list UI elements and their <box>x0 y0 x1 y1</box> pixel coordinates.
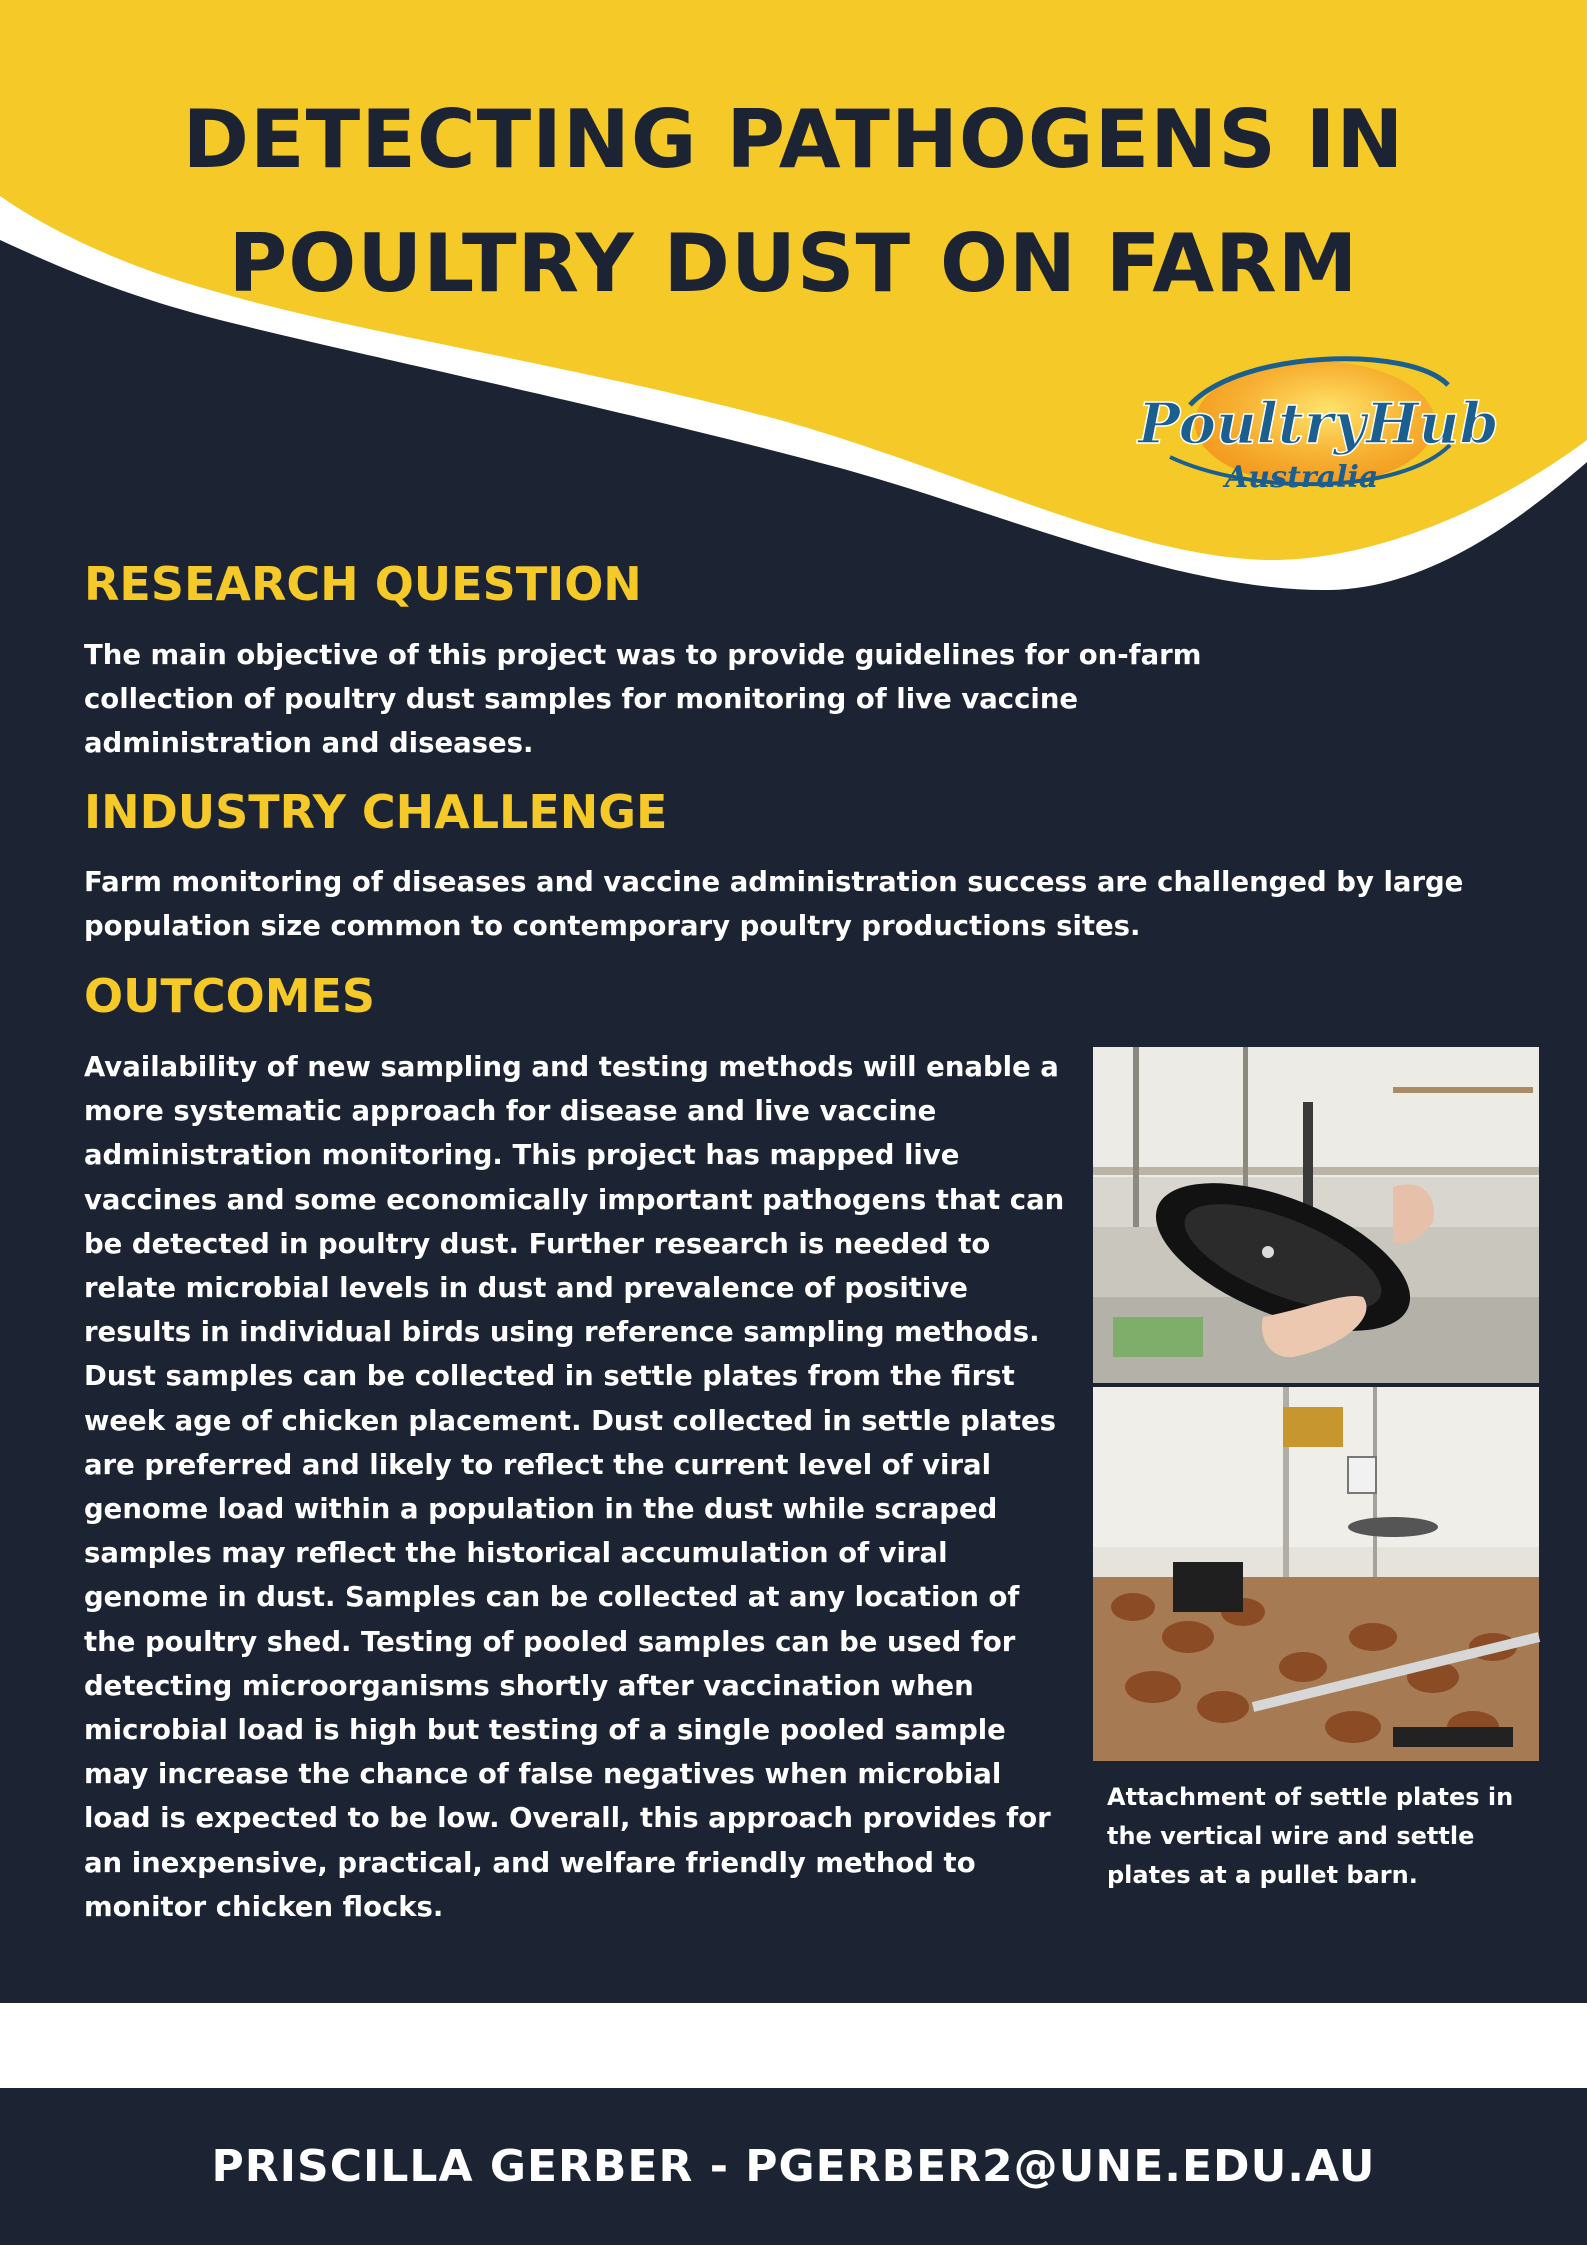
footer <box>0 2088 1587 2245</box>
logo-word-2: Hub <box>1365 391 1499 457</box>
logo-subtitle: Australia <box>1225 460 1379 495</box>
poultryhub-logo <box>1130 345 1499 505</box>
research-question-text: The main objective of this project was to provide guidelines for on-farm collection of poultry dust samples for monitoring of live vaccine administration and diseases. <box>84 639 1202 759</box>
research-question-heading: RESEARCH QUESTION <box>84 557 642 611</box>
title-line-1: DETECTING PATHOGENS IN <box>182 93 1405 186</box>
logo-word-1: Poultry <box>1138 391 1366 457</box>
svg-text:PoultryHub <box>1136 391 1499 457</box>
title-line-2: POULTRY DUST ON FARM <box>228 217 1359 310</box>
settle-plate-photo <box>1093 1047 1539 1383</box>
pullet-barn-photo <box>1093 1387 1539 1761</box>
industry-challenge-heading: INDUSTRY CHALLENGE <box>84 785 668 839</box>
figure-caption: Attachment of settle plates in the vertical wire and settle plates at a pullet barn. <box>1107 1783 1514 1889</box>
contact-info: PRISCILLA GERBER - PGERBER2@UNE.EDU.AU <box>211 2141 1376 2192</box>
outcomes-heading: OUTCOMES <box>84 969 376 1023</box>
industry-challenge-text: Farm monitoring of diseases and vaccine administration success are challenged by large population size common to contemporary poultry productions sites. <box>84 866 1464 942</box>
poster-title <box>0 78 1587 326</box>
outcomes-text: Availability of new sampling and testing methods will enable a more systematic approach for disease and live vaccine administration monitoring. This project has mapped live vaccines and some economically important pathogens that can be detected in poultry dust. Further research is needed to relate microbial levels in dust and prevalence of positive results in individual birds using reference sampling methods. Dust samples can be collected in settle plates from the first week age of chicken placement. Dust collected in settle plates are preferred and likely to reflect the current level of viral genome load within a population in the dust while scraped samples may reflect the historical accumulation of viral genome in dust. Samples can be collected at any location of the poultry shed. Testing of pooled samples can be used for detecting microorganisms shortly after vaccination when microbial load is high but testing of a single pooled sample may increase the chance of false negatives when microbial load is expected to be low. Overall, this approach provides for an inexpensive, practical, and welfare friendly method to monitor chicken flocks. <box>84 1051 1065 1923</box>
